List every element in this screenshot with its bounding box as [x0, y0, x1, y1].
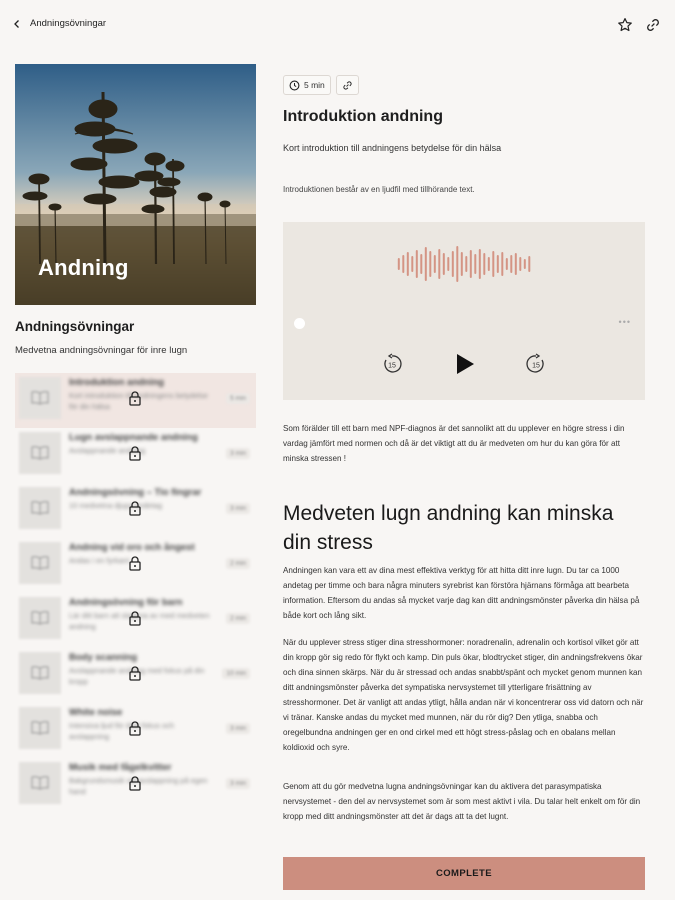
- waveform-bar: [456, 246, 458, 282]
- lesson-duration: 10 min: [222, 668, 250, 679]
- book-icon: [30, 665, 50, 681]
- waveform-bar: [497, 255, 499, 273]
- lesson-item[interactable]: [15, 758, 256, 813]
- skip-forward-label: 15: [532, 362, 540, 370]
- waveform-bar: [510, 255, 512, 273]
- audio-player: [283, 222, 645, 400]
- lesson-title: Andningsövning – Tio fingrar: [69, 487, 202, 498]
- lesson-intro: Introduktionen består av en ljudfil med tillhörande text.: [283, 185, 475, 194]
- paragraph-2: Andningen kan vara ett av dina mest effektiva verktyg för att hitta ditt inre lugn. Du tar ca 1000 andetag per timme och bara några minuters syrebrist kan förstöra hjärnans förmåga att bearbeta information. Eftersom du andas så mycket varje dag kan ditt andningsmönster påverka din hälsa på både kort och lång sikt.: [283, 566, 640, 620]
- lesson-duration: 3 min: [226, 723, 250, 734]
- waveform-bar: [483, 253, 485, 275]
- lesson-description: 10 medvetna djupa andetag: [69, 501, 162, 510]
- lesson-item[interactable]: [15, 428, 256, 483]
- waveform-bar: [461, 252, 463, 276]
- lesson-title: Introduktion andning: [283, 108, 443, 125]
- lesson-item[interactable]: [15, 593, 256, 648]
- lesson-description: Avslappnande andning med fokus på din kropp: [69, 666, 205, 686]
- duration-chip: [283, 75, 331, 95]
- skip-back-button[interactable]: [381, 353, 403, 375]
- lesson-item[interactable]: [15, 648, 256, 703]
- lesson-title: Lugn avslappnande andning: [69, 432, 198, 443]
- waveform-bar: [402, 255, 404, 273]
- waveform-bar: [492, 251, 494, 277]
- play-icon: [454, 352, 476, 376]
- waveform-bar: [465, 256, 467, 272]
- forward-15-icon: [525, 353, 547, 375]
- back-button[interactable]: [12, 18, 106, 29]
- lock-icon: [128, 390, 142, 406]
- lock-icon: [128, 610, 142, 626]
- lesson-thumbnail: [19, 707, 61, 749]
- play-button[interactable]: [454, 352, 476, 376]
- course-title: Andningsövningar: [15, 319, 135, 334]
- rewind-15-icon: [381, 353, 403, 375]
- course-hero-image: [15, 64, 256, 305]
- waveform-bar: [528, 256, 530, 272]
- lesson-subtitle: Kort introduktion till andningens betydelse för din hälsa: [283, 143, 502, 153]
- waveform-bar: [447, 257, 449, 271]
- paragraph-4: Genom att du gör medvetna lugna andningsövningar kan du aktivera det parasympatiska nervsystemet - den del av nervsystemet som är som mest aktivt i vila. Du talar helt enkelt om för din kropp med ditt andningsmönster att det är dags att ta det lugnt.: [283, 782, 641, 821]
- waveform-bar: [519, 257, 521, 271]
- book-icon: [30, 390, 50, 406]
- waveform-bar: [501, 252, 503, 276]
- skip-forward-button[interactable]: [525, 353, 547, 375]
- waveform-bar: [470, 250, 472, 278]
- lesson-description: Kort introduktion till andningens betydelse för din hälsa: [69, 391, 208, 411]
- lesson-description: Intensiva ljud för ökat fokus och avslappning: [69, 721, 175, 741]
- waveform-bar: [411, 256, 413, 272]
- waveform-bar: [452, 251, 454, 277]
- copy-link-button[interactable]: [336, 75, 359, 95]
- lesson-duration: 3 min: [226, 778, 250, 789]
- lesson-title: Body scanning: [69, 652, 138, 663]
- waveform-bar: [398, 258, 400, 270]
- back-label: Andningsövningar: [30, 18, 107, 29]
- lock-icon: [128, 500, 142, 516]
- lesson-item[interactable]: [15, 538, 256, 593]
- waveform-bar: [488, 257, 490, 271]
- lock-icon: [128, 720, 142, 736]
- waveform-bar: [407, 252, 409, 276]
- book-icon: [30, 445, 50, 461]
- waveform-bar: [420, 254, 422, 274]
- book-icon: [30, 720, 50, 736]
- lesson-title: Andningsövning för barn: [69, 597, 183, 608]
- lesson-item[interactable]: [15, 373, 256, 428]
- waveform-bar: [429, 251, 431, 277]
- top-bar: [0, 0, 675, 54]
- waveform-bar: [434, 255, 436, 273]
- lesson-description: Lär ditt barn att slappna av med medveten andning: [69, 611, 210, 631]
- lesson-thumbnail: [19, 377, 61, 419]
- book-icon: [30, 775, 50, 791]
- clock-icon: [289, 80, 300, 91]
- waveform-bar: [443, 253, 445, 275]
- duration-text: 5 min: [304, 80, 325, 90]
- lock-icon: [128, 445, 142, 461]
- lesson-thumbnail: [19, 652, 61, 694]
- book-icon: [30, 500, 50, 516]
- lesson-description: Andas i en fyrkant: [69, 556, 130, 565]
- lesson-duration: 2 min: [226, 558, 250, 569]
- lesson-item[interactable]: [15, 483, 256, 538]
- lesson-list: [15, 373, 256, 813]
- waveform-bar: [425, 247, 427, 281]
- lesson-thumbnail: [19, 487, 61, 529]
- waveform-bar: [506, 258, 508, 270]
- lesson-title: Introduktion andning: [69, 377, 164, 388]
- paragraph-1: Som förälder till ett barn med NPF-diagnos är det sannolikt att du upplever en högre stress i din vardag jämfört med normen och då är det viktigt att du är medveten om hur du kan göra för att minska stressen !: [283, 424, 625, 463]
- complete-button[interactable]: COMPLETE: [283, 857, 645, 890]
- scrubber-handle[interactable]: [294, 318, 305, 329]
- book-icon: [30, 610, 50, 626]
- star-icon[interactable]: [617, 17, 633, 33]
- lesson-duration: 5 min: [226, 393, 250, 404]
- lesson-title: White noise: [69, 707, 123, 718]
- lesson-duration: 3 min: [226, 503, 250, 514]
- lesson-duration: 2 min: [226, 613, 250, 624]
- waveform-bar: [474, 254, 476, 274]
- lock-icon: [128, 555, 142, 571]
- link-icon[interactable]: [645, 17, 661, 33]
- waveform-bar: [515, 253, 517, 275]
- waveform: [283, 244, 645, 284]
- lesson-title: Musik med fågelkvitter: [69, 762, 172, 773]
- waveform-bar: [479, 249, 481, 279]
- lock-icon: [128, 775, 142, 791]
- link-icon: [342, 80, 353, 91]
- paragraph-3: När du upplever stress stiger dina stresshormoner: noradrenalin, adrenalin och kortisol vilket gör att din kropp gör sig redo för flykt och kamp. Din puls ökar, blodtrycket stiger, din andningsfrekvens ökar och dina sinnen skärps. När du är stressad och andas snabbt/spänt och mycket genom munnen kan ditt andningsmönster påverka det sympatiska nervsystemet till ytterligare frisättning av stresshormoner. Det är vanligt att andas ytligt, hålla andan när vi koncentrerar oss vid datorn och när vi tränar. Kanske andas du mycket med munnen, när du rör dig? Den ytliga, snabba och oregelbundna andningen ger en ond cirkel med ett högt stress-påslag och en obalans mellan koldioxid och syre.: [283, 638, 644, 752]
- book-icon: [30, 555, 50, 571]
- lesson-title: Andning vid oro och ångest: [69, 542, 195, 553]
- lock-icon: [128, 665, 142, 681]
- lesson-thumbnail: [19, 542, 61, 584]
- chevron-left-icon: [12, 19, 22, 29]
- lesson-thumbnail: [19, 432, 61, 474]
- skip-back-label: 15: [388, 362, 396, 370]
- lesson-item[interactable]: [15, 703, 256, 758]
- lesson-description: Bakgrundsmusik vid avslappning på egen hand: [69, 776, 208, 796]
- section-heading: Medveten lugn andning kan minska din stress: [283, 502, 614, 554]
- lesson-thumbnail: [19, 597, 61, 639]
- waveform-bar: [416, 250, 418, 278]
- lesson-duration: 3 min: [226, 448, 250, 459]
- lesson-description: Avslappnande andning: [69, 446, 146, 455]
- more-options-icon[interactable]: •••: [618, 317, 631, 327]
- waveform-bar: [524, 259, 526, 269]
- course-subtitle: Medvetna andningsövningar för inre lugn: [15, 345, 188, 356]
- waveform-bar: [438, 249, 440, 279]
- hero-title: Andning: [38, 255, 129, 280]
- lesson-thumbnail: [19, 762, 61, 804]
